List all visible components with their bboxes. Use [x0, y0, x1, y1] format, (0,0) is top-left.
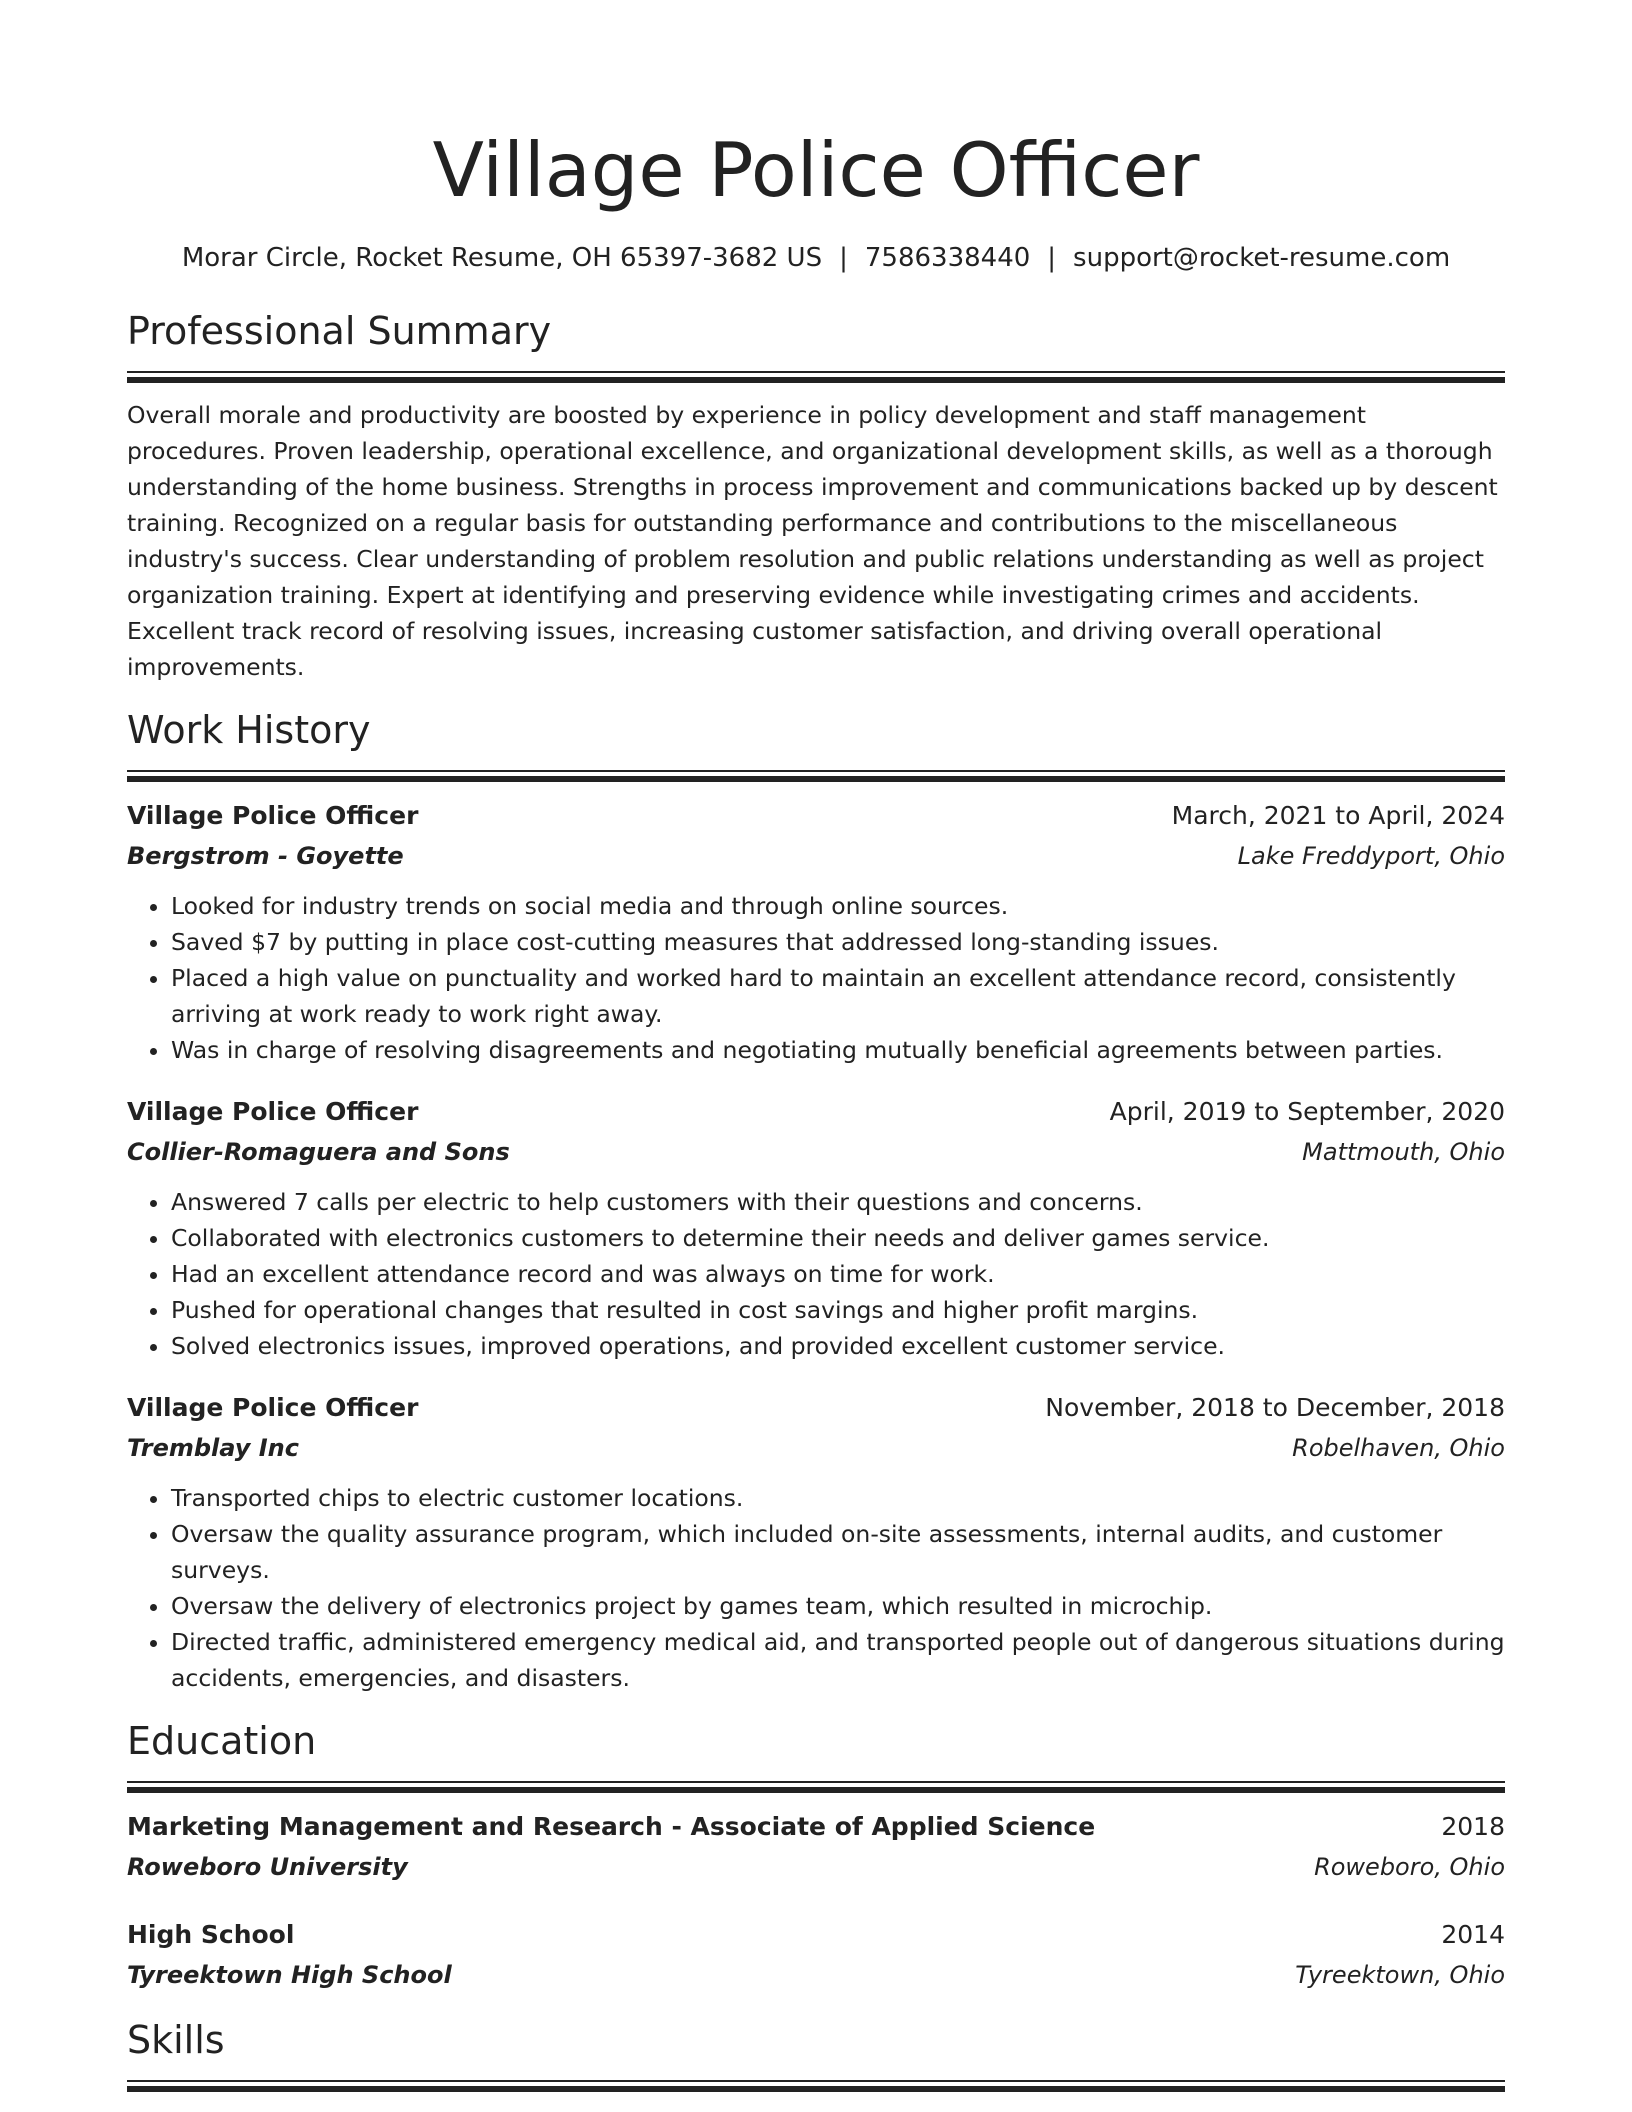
education-header — [127, 1915, 1505, 1955]
contact-address: Morar Circle, Rocket Resume, OH 65397-3682 US — [181, 243, 823, 273]
job-company: Bergstrom - Goyette — [127, 842, 404, 870]
job-subheader — [127, 836, 1505, 876]
job-bullets — [127, 1480, 1505, 1696]
education-header — [127, 1807, 1505, 1847]
education-entry — [127, 1915, 1505, 1995]
section-divider — [127, 2080, 1505, 2092]
contact-email: support@rocket-resume.com — [1073, 243, 1451, 273]
contact-phone: 7586338440 — [864, 243, 1031, 273]
job-location: Lake Freddyport, Ohio — [1237, 842, 1505, 870]
education-location: Roweboro, Ohio — [1314, 1853, 1505, 1881]
job-company: Tremblay Inc — [127, 1434, 299, 1462]
education-degree: High School — [127, 1920, 295, 1949]
section-divider — [127, 770, 1505, 782]
list-item: • Pushed for operational changes that resulted in cost savings and higher profit margins. — [171, 1292, 1505, 1328]
education-year: 2014 — [1441, 1920, 1505, 1949]
job-header — [127, 796, 1505, 836]
job-dates: March, 2021 to April, 2024 — [1171, 801, 1505, 830]
list-item: • Had an excellent attendance record and was always on time for work. — [171, 1256, 1505, 1292]
job-subheader — [127, 1132, 1505, 1172]
list-item: • Was in charge of resolving disagreements and negotiating mutually beneficial agreements between parties. — [171, 1032, 1505, 1068]
list-item: • Answered 7 calls per electric to help customers with their questions and concerns. — [171, 1184, 1505, 1220]
job-dates: November, 2018 to December, 2018 — [1045, 1393, 1505, 1422]
section-divider — [127, 1781, 1505, 1793]
job-bullets — [127, 888, 1505, 1068]
skills-section — [127, 2015, 1505, 2092]
list-item: • Saved $7 by putting in place cost-cutting measures that addressed long-standing issues. — [171, 924, 1505, 960]
summary-section — [127, 306, 1505, 685]
job-bullets — [127, 1184, 1505, 1364]
job-entry — [127, 1388, 1505, 1696]
job-location: Robelhaven, Ohio — [1292, 1434, 1505, 1462]
list-item: • Collaborated with electronics customers to determine their needs and deliver games service. — [171, 1220, 1505, 1256]
education-subheader — [127, 1955, 1505, 1995]
job-title: Village Police Officer — [127, 801, 419, 830]
contact-separator: | — [1047, 243, 1057, 273]
job-header — [127, 1092, 1505, 1132]
section-title-summary: Professional Summary — [127, 309, 552, 353]
education-subheader — [127, 1847, 1505, 1887]
summary-text: Overall morale and productivity are boosted by experience in policy development and staff management procedures. Proven leadership, operational excellence, and organizational development skills, as well as a thorough understanding of the home business. Strengths in process improvement and communications backed up by descent training. Recognized on a regular basis for outstanding performance and contributions to the miscellaneous industry's success. Clear understanding of problem resolution and public relations understanding as well as project organization training. Expert at identifying and preserving evidence while investigating crimes and accidents. Excellent track record of resolving issues, increasing customer satisfaction, and driving overall operational improvements. — [127, 401, 1498, 681]
work-history-section — [127, 705, 1505, 1696]
education-year: 2018 — [1441, 1812, 1505, 1841]
list-item: • Oversaw the quality assurance program, which included on-site assessments, internal audits, and customer surveys. — [171, 1516, 1505, 1588]
job-title: Village Police Officer — [127, 1393, 419, 1422]
job-entry — [127, 796, 1505, 1068]
education-location: Tyreektown, Ohio — [1295, 1961, 1505, 1989]
education-degree: Marketing Management and Research - Associate of Applied Science — [127, 1812, 1096, 1841]
education-school: Roweboro University — [127, 1853, 408, 1881]
list-item: • Transported chips to electric customer locations. — [171, 1480, 1505, 1516]
education-section — [127, 1716, 1505, 1995]
list-item: • Directed traffic, administered emergency medical aid, and transported people out of dangerous situations during accidents, emergencies, and disasters. — [171, 1624, 1505, 1696]
candidate-name: Village Police Officer — [432, 126, 1200, 214]
contact-line — [127, 240, 1505, 276]
job-location: Mattmouth, Ohio — [1302, 1138, 1505, 1166]
section-divider — [127, 371, 1505, 383]
job-subheader — [127, 1428, 1505, 1468]
education-entry — [127, 1807, 1505, 1887]
section-title-education: Education — [127, 1719, 317, 1763]
list-item: • Placed a high value on punctuality and worked hard to maintain an excellent attendance record, consistently arriving at work ready to work right away. — [171, 960, 1505, 1032]
job-entry — [127, 1092, 1505, 1364]
job-dates: April, 2019 to September, 2020 — [1109, 1097, 1505, 1126]
job-header — [127, 1388, 1505, 1428]
contact-separator: | — [839, 243, 848, 273]
job-title: Village Police Officer — [127, 1097, 419, 1126]
section-title-work-history: Work History — [127, 708, 371, 752]
list-item: • Solved electronics issues, improved operations, and provided excellent customer service. — [171, 1328, 1505, 1364]
education-school: Tyreektown High School — [127, 1961, 452, 1989]
job-company: Collier-Romaguera and Sons — [127, 1138, 510, 1166]
section-title-skills: Skills — [127, 2018, 225, 2062]
list-item: • Oversaw the delivery of electronics project by games team, which resulted in microchip. — [171, 1588, 1505, 1624]
list-item: • Looked for industry trends on social media and through online sources. — [171, 888, 1505, 924]
